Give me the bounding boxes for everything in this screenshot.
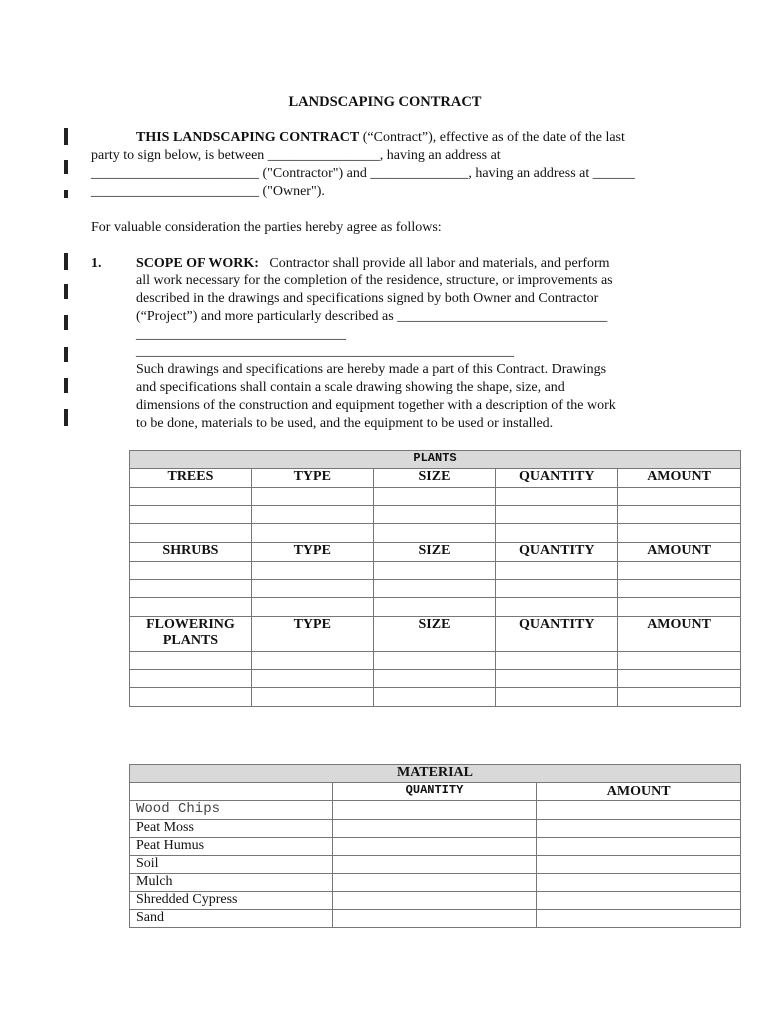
- section-text: Contractor shall provide all labor and materials, and perform: [269, 256, 610, 271]
- amount-header: AMOUNT: [618, 617, 741, 652]
- table-cell[interactable]: [496, 506, 618, 524]
- change-bar: [64, 190, 68, 198]
- type-header: TYPE: [251, 617, 373, 652]
- section-line: dimensions of the construction and equipment together with a description of the work: [136, 398, 616, 413]
- material-item: Mulch: [130, 874, 333, 892]
- material-caption: MATERIAL: [130, 765, 741, 783]
- table-cell[interactable]: [373, 524, 496, 543]
- table-cell[interactable]: [251, 562, 373, 580]
- table-cell[interactable]: [373, 598, 496, 617]
- material-item: Peat Humus: [130, 838, 333, 856]
- table-cell[interactable]: [251, 598, 373, 617]
- table-cell[interactable]: [537, 838, 741, 856]
- flowering-label-line1: FLOWERING: [146, 617, 235, 632]
- section-line: described in the drawings and specifications signed by both Owner and Contractor: [136, 291, 599, 306]
- size-header: SIZE: [373, 469, 496, 488]
- table-cell[interactable]: [251, 506, 373, 524]
- table-cell[interactable]: [251, 580, 373, 598]
- table-row: [130, 598, 741, 617]
- flowering-plants-header: [130, 617, 252, 652]
- intro-line: [136, 130, 625, 146]
- table-cell[interactable]: [332, 838, 537, 856]
- section-number: 1.: [91, 256, 102, 271]
- section-line: ______________________________________________________: [136, 344, 514, 359]
- table-row: [130, 524, 741, 543]
- amount-header: AMOUNT: [618, 543, 741, 562]
- table-row: [130, 562, 741, 580]
- table-cell[interactable]: [618, 670, 741, 688]
- table-cell[interactable]: [332, 820, 537, 838]
- table-cell[interactable]: [537, 820, 741, 838]
- material-item: Soil: [130, 856, 333, 874]
- section-line: to be done, materials to be used, and the equipment to be used or installed.: [136, 416, 554, 431]
- table-row: [130, 910, 741, 928]
- intro-line: ________________________ ("Owner").: [91, 184, 325, 199]
- table-cell[interactable]: [332, 801, 537, 820]
- type-header: TYPE: [251, 543, 373, 562]
- intro-line: party to sign below, is between ________________, having an address at: [91, 148, 501, 163]
- table-cell[interactable]: [332, 910, 537, 928]
- table-cell[interactable]: [537, 874, 741, 892]
- table-cell[interactable]: [537, 910, 741, 928]
- table-cell[interactable]: [618, 652, 741, 670]
- material-item: Wood Chips: [130, 801, 333, 820]
- change-bar: [64, 409, 68, 426]
- table-row: [130, 652, 741, 670]
- table-cell[interactable]: [496, 580, 618, 598]
- quantity-header: QUANTITY: [496, 543, 618, 562]
- material-table: [129, 764, 741, 928]
- table-cell[interactable]: [537, 856, 741, 874]
- plants-caption: PLANTS: [130, 451, 741, 469]
- table-cell[interactable]: [618, 598, 741, 617]
- size-header: SIZE: [373, 543, 496, 562]
- change-bar: [64, 315, 68, 330]
- table-cell[interactable]: [618, 688, 741, 707]
- table-row: [130, 801, 741, 820]
- table-cell[interactable]: [618, 506, 741, 524]
- table-cell[interactable]: [496, 688, 618, 707]
- table-cell[interactable]: [130, 580, 252, 598]
- section-line: all work necessary for the completion of the residence, structure, or improvements as: [136, 273, 613, 288]
- quantity-header: QUANTITY: [496, 469, 618, 488]
- table-cell[interactable]: [373, 688, 496, 707]
- table-cell[interactable]: [251, 488, 373, 506]
- trees-header: TREES: [130, 469, 252, 488]
- plants-table: [129, 450, 741, 707]
- table-cell[interactable]: [373, 580, 496, 598]
- material-item: Sand: [130, 910, 333, 928]
- section-heading: SCOPE OF WORK:: [136, 256, 259, 271]
- table-cell[interactable]: [130, 598, 252, 617]
- section-line: and specifications shall contain a scale drawing showing the shape, size, and: [136, 380, 565, 395]
- table-cell[interactable]: [251, 688, 373, 707]
- table-row: [130, 670, 741, 688]
- page-title: LANDSCAPING CONTRACT: [288, 94, 482, 110]
- table-cell[interactable]: [332, 892, 537, 910]
- table-cell[interactable]: [251, 652, 373, 670]
- section-line: ______________________________: [136, 327, 346, 342]
- table-row: [130, 688, 741, 707]
- table-cell[interactable]: [332, 874, 537, 892]
- material-item: Shredded Cypress: [130, 892, 333, 910]
- table-cell[interactable]: [130, 688, 252, 707]
- material-item: Peat Moss: [130, 820, 333, 838]
- table-row: [130, 820, 741, 838]
- section-line: (“Project”) and more particularly described as ______________________________: [136, 309, 608, 324]
- table-cell[interactable]: [130, 652, 252, 670]
- table-cell[interactable]: [130, 670, 252, 688]
- table-row: [130, 838, 741, 856]
- change-bar: [64, 160, 68, 174]
- table-row: [130, 506, 741, 524]
- table-cell[interactable]: [496, 670, 618, 688]
- table-cell[interactable]: [537, 892, 741, 910]
- change-bar: [64, 284, 68, 299]
- consideration-text: For valuable consideration the parties hereby agree as follows:: [91, 220, 442, 235]
- change-bar: [64, 128, 68, 145]
- table-cell[interactable]: [251, 524, 373, 543]
- table-cell[interactable]: [130, 562, 252, 580]
- table-cell[interactable]: [130, 506, 252, 524]
- table-row: [130, 580, 741, 598]
- change-bar: [64, 378, 68, 393]
- type-header: TYPE: [251, 469, 373, 488]
- table-cell[interactable]: [496, 488, 618, 506]
- table-cell[interactable]: [618, 562, 741, 580]
- size-header: SIZE: [373, 617, 496, 652]
- table-cell[interactable]: [130, 488, 252, 506]
- table-row: [130, 856, 741, 874]
- table-cell[interactable]: [618, 488, 741, 506]
- section-line: Such drawings and specifications are hereby made a part of this Contract. Drawings: [136, 362, 607, 377]
- table-cell: [130, 783, 333, 801]
- table-cell[interactable]: [130, 524, 252, 543]
- intro-rest: (“Contract”), effective as of the date of the last: [359, 130, 625, 145]
- table-cell[interactable]: [496, 652, 618, 670]
- change-bar: [64, 347, 68, 362]
- amount-header: AMOUNT: [618, 469, 741, 488]
- quantity-header: QUANTITY: [496, 617, 618, 652]
- section-line: [136, 256, 610, 272]
- intro-line: ________________________ ("Contractor") and ______________, having an address at ______: [91, 166, 635, 181]
- table-cell[interactable]: [496, 524, 618, 543]
- table-row: [130, 874, 741, 892]
- table-cell[interactable]: [618, 524, 741, 543]
- table-cell[interactable]: [332, 856, 537, 874]
- shrubs-header: SHRUBS: [130, 543, 252, 562]
- table-cell[interactable]: [373, 488, 496, 506]
- table-cell[interactable]: [251, 670, 373, 688]
- flowering-label-line2: PLANTS: [162, 633, 219, 648]
- table-row: [130, 488, 741, 506]
- table-cell[interactable]: [373, 506, 496, 524]
- table-cell[interactable]: [537, 801, 741, 820]
- change-bar: [64, 253, 68, 270]
- quantity-header: QUANTITY: [332, 783, 537, 801]
- table-cell[interactable]: [496, 598, 618, 617]
- table-cell[interactable]: [496, 562, 618, 580]
- table-cell[interactable]: [618, 580, 741, 598]
- table-cell[interactable]: [373, 670, 496, 688]
- table-cell[interactable]: [373, 652, 496, 670]
- intro-bold: THIS LANDSCAPING CONTRACT: [136, 130, 360, 145]
- amount-header: AMOUNT: [537, 783, 741, 801]
- table-cell[interactable]: [373, 562, 496, 580]
- table-row: [130, 892, 741, 910]
